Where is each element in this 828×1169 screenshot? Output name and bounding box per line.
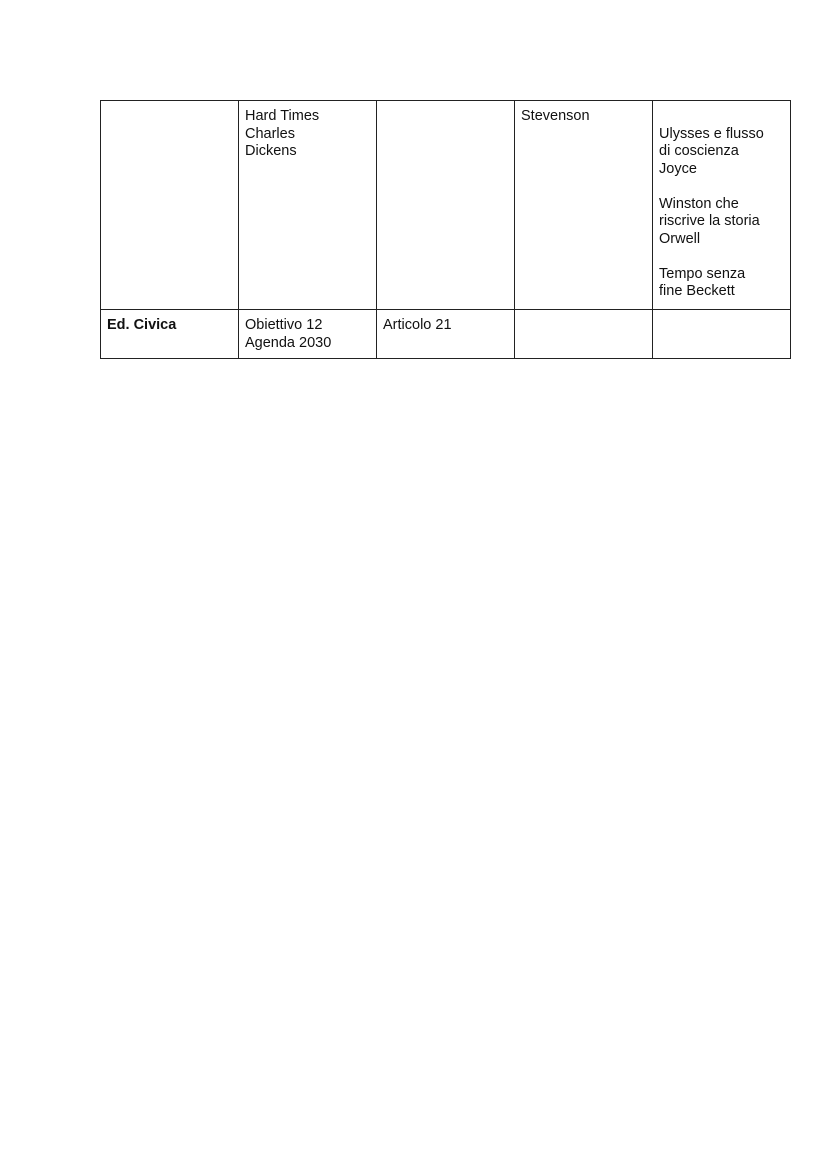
- cell-text: Articolo 21: [383, 317, 452, 333]
- table-cell-empty: [101, 101, 239, 310]
- table-cell-dickens: [239, 101, 377, 310]
- table-row: [101, 310, 791, 359]
- cell-text: Hard Times: [245, 108, 320, 124]
- cell-text: Winston che: [659, 195, 739, 212]
- cell-text: Tempo senza: [659, 265, 746, 282]
- blank-line: [659, 108, 784, 126]
- cell-text: Joyce: [659, 160, 697, 177]
- table-cell-articolo: [377, 310, 515, 359]
- table-cell-subject: [101, 310, 239, 359]
- cell-text: di coscienza: [659, 143, 739, 159]
- cell-text: Ulysses e flusso: [659, 125, 764, 142]
- cell-text: Charles: [245, 125, 295, 142]
- cell-text: Dickens: [245, 143, 297, 159]
- cell-text: fine Beckett: [659, 283, 735, 299]
- table-row: [101, 101, 791, 310]
- cell-text: Orwell: [659, 230, 701, 247]
- cell-text: riscrive la storia: [659, 213, 760, 229]
- table-cell-empty: [515, 310, 653, 359]
- table-cell-agenda: [239, 310, 377, 359]
- table-cell-empty: [653, 310, 791, 359]
- cell-text: Stevenson: [521, 108, 590, 124]
- table-cell-empty: [377, 101, 515, 310]
- blank-line: [659, 248, 784, 266]
- cell-text: Agenda 2030: [245, 334, 332, 351]
- cell-text: Obiettivo 12: [245, 317, 323, 333]
- table-cell-modernists: [653, 101, 791, 310]
- row-header-ed-civica: Ed. Civica: [107, 317, 177, 333]
- curriculum-table: [100, 100, 791, 359]
- blank-line: [659, 178, 784, 196]
- table-cell-stevenson: [515, 101, 653, 310]
